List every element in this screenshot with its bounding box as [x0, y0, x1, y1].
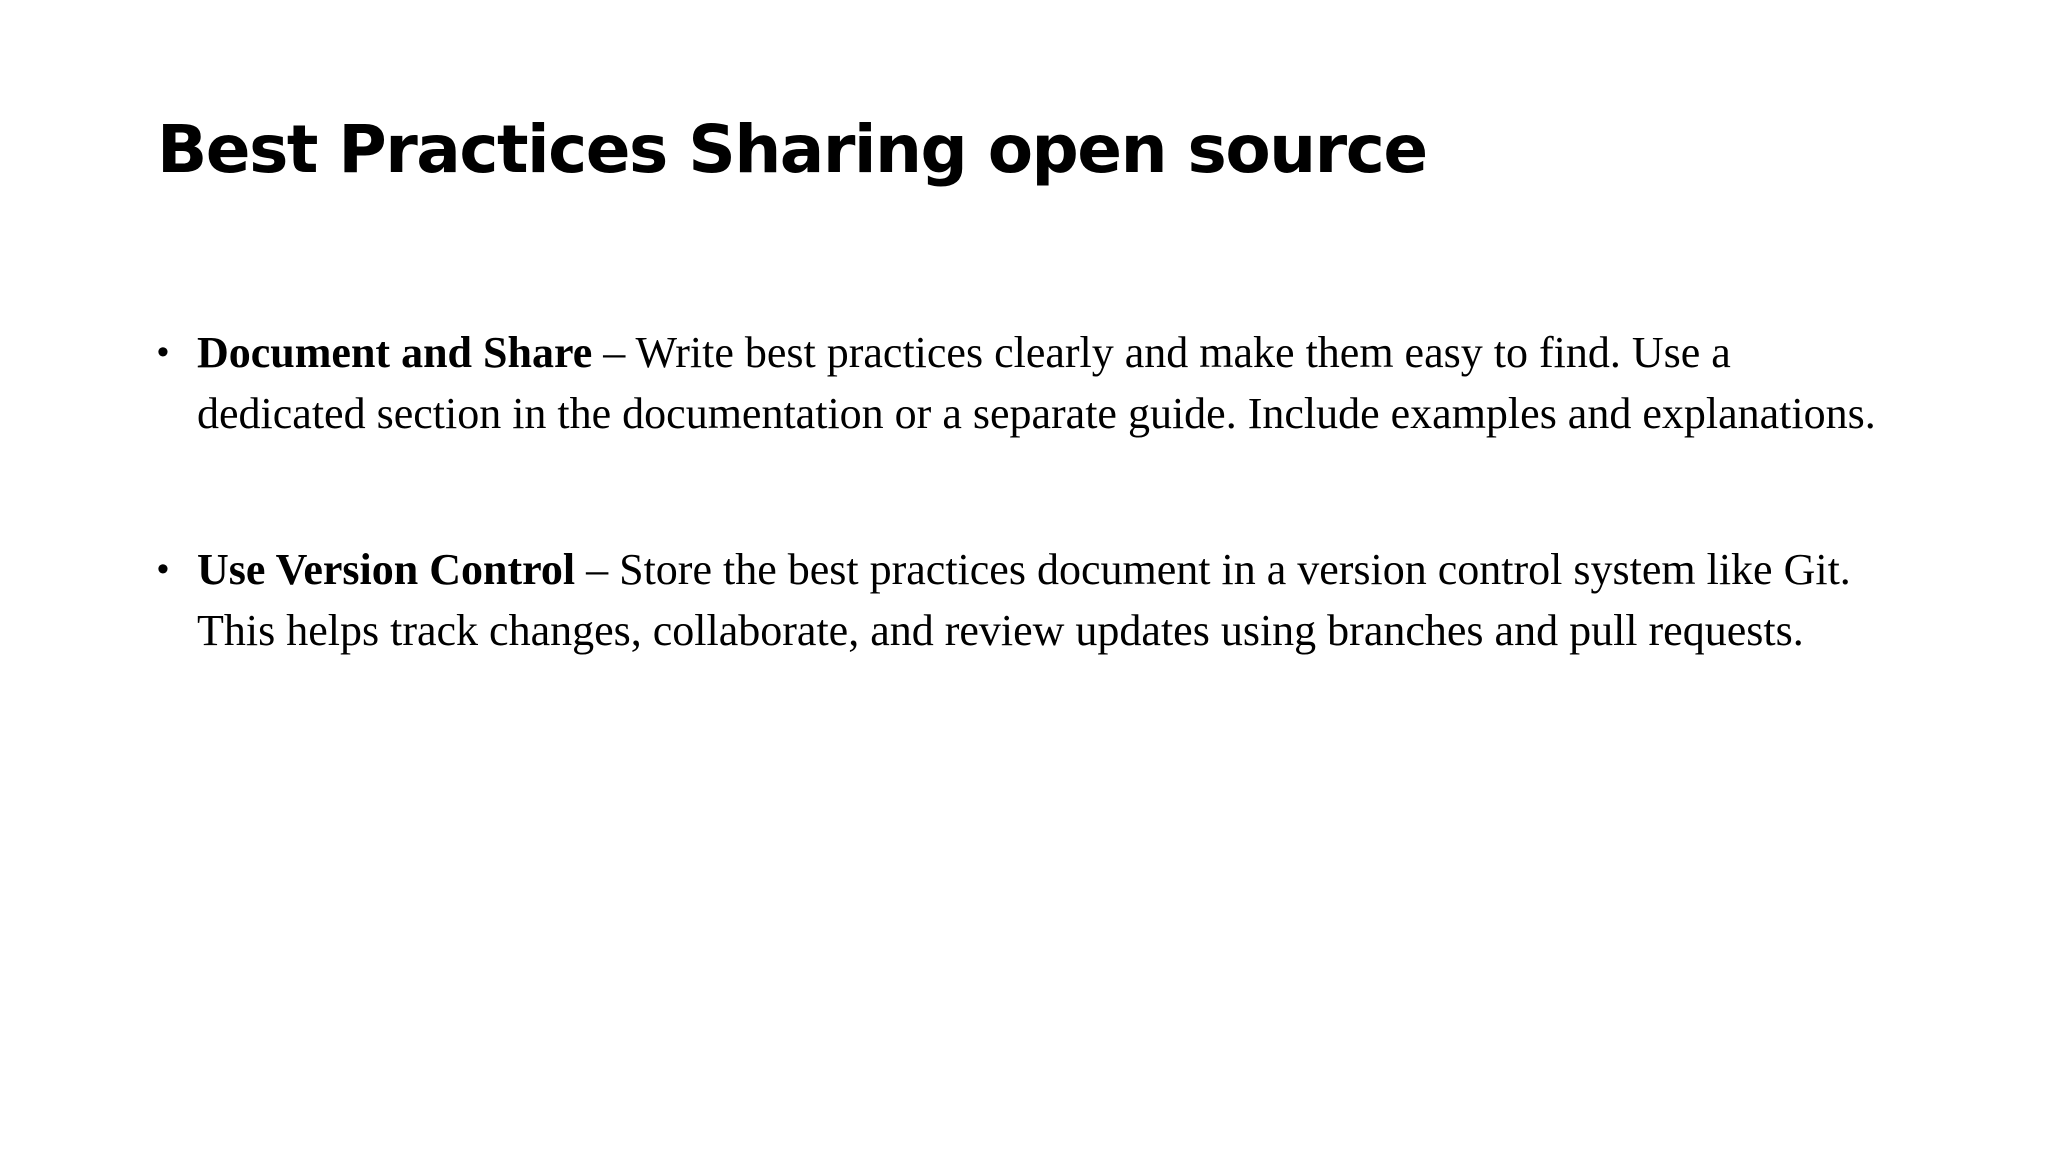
- bullet-list: [157, 322, 1897, 756]
- bullet-item-document-and-share: [157, 322, 1897, 444]
- bullet-term: Document and Share: [197, 328, 593, 377]
- bullet-marker: •: [157, 333, 169, 371]
- bullet-text: Store the best practices document in a version control system like Git. This helps track changes, collaborate, and review updates using branches and pull requests.: [197, 545, 1851, 655]
- bullet-separator: –: [575, 545, 620, 594]
- bullet-separator: –: [592, 328, 636, 377]
- bullet-term: Use Version Control: [197, 545, 576, 594]
- bullet-text: Write best practices clearly and make them easy to find. Use a dedicated section in the documentation or a separate guide. Include examples and explanations.: [197, 328, 1876, 438]
- bullet-item-use-version-control: [157, 539, 1897, 661]
- bullet-marker: •: [157, 550, 169, 588]
- slide-title: Best Practices Sharing open source: [157, 111, 1427, 188]
